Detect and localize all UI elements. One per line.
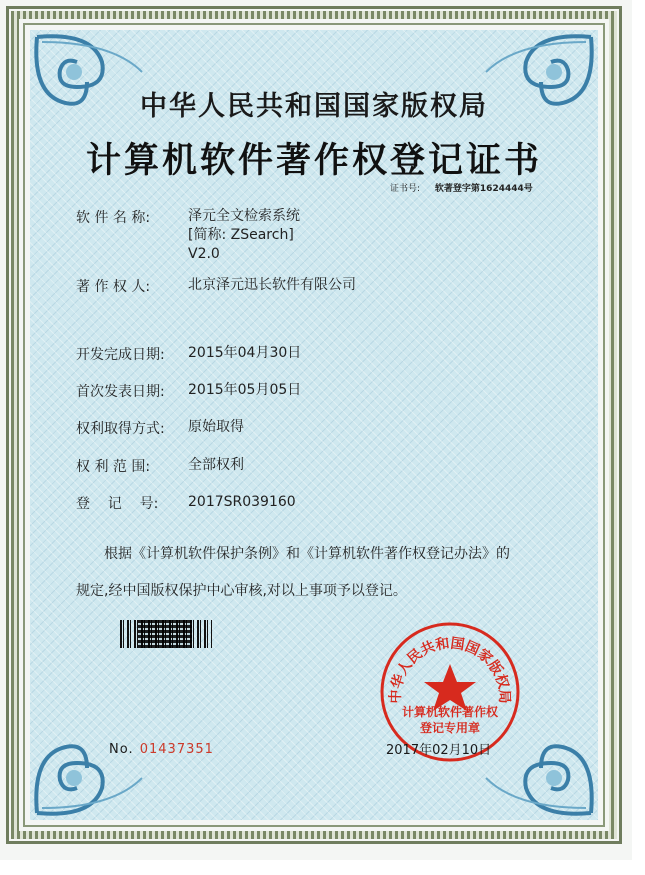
field-value: 2017SR039160: [188, 494, 296, 510]
field-software-name: [76, 207, 300, 264]
seal-arc-text: 中华人民共和国国家版权局: [387, 635, 513, 704]
field-value: 泽元全文检索系统: [188, 208, 300, 224]
field-value: [简称: ZSearch]: [188, 227, 294, 243]
field-label: 权利取得方式:: [76, 421, 165, 437]
field-label: 开发完成日期:: [76, 347, 165, 363]
field-value: 北京泽元迅长软件有限公司: [188, 277, 356, 293]
serial-number: [109, 742, 214, 757]
field-label: 权 利 范 围:: [76, 459, 151, 475]
field-completion-date: [76, 344, 301, 364]
field-value: 全部权利: [188, 457, 244, 473]
field-value: 原始取得: [188, 419, 244, 435]
field-rights-scope: [76, 456, 244, 476]
field-value: V2.0: [188, 246, 220, 262]
field-label: 首次发表日期:: [76, 384, 165, 400]
certificate-number-value: 软著登字第1624444号: [434, 184, 533, 194]
certificate-title: 计算机软件著作权登记证书: [85, 141, 542, 181]
field-value: 2015年04月30日: [188, 345, 302, 361]
serial-value: 01437351: [139, 742, 214, 757]
body-text-line-1: 根据《计算机软件保护条例》和《计算机软件著作权登记办法》的: [104, 546, 510, 562]
body-text-line-2: 规定,经中国版权保护中心审核,对以上事项予以登记。: [76, 583, 407, 599]
field-value: 2015年05月05日: [188, 382, 302, 398]
barcode-qr-block: [138, 620, 192, 648]
field-label: 软 件 名 称:: [76, 210, 151, 226]
seal-line-1: 计算机软件著作权: [401, 705, 498, 719]
corner-ornament-bottom-left: [32, 718, 152, 818]
field-label: 著 作 权 人:: [76, 279, 151, 295]
field-acquisition-method: [76, 418, 244, 438]
certificate-number: [390, 181, 533, 194]
serial-label: No.: [109, 742, 134, 757]
field-registration-number: [76, 493, 296, 513]
field-label: 登 记 号:: [76, 496, 159, 512]
seal-line-2: 登记专用章: [419, 721, 480, 735]
issuing-authority: 中华人民共和国国家版权局: [140, 91, 488, 122]
field-publication-date: [76, 381, 301, 401]
field-copyright-owner: [76, 276, 356, 296]
issue-date: 2017年02月10日: [386, 743, 492, 758]
certificate-number-label: 证书号:: [390, 184, 421, 194]
